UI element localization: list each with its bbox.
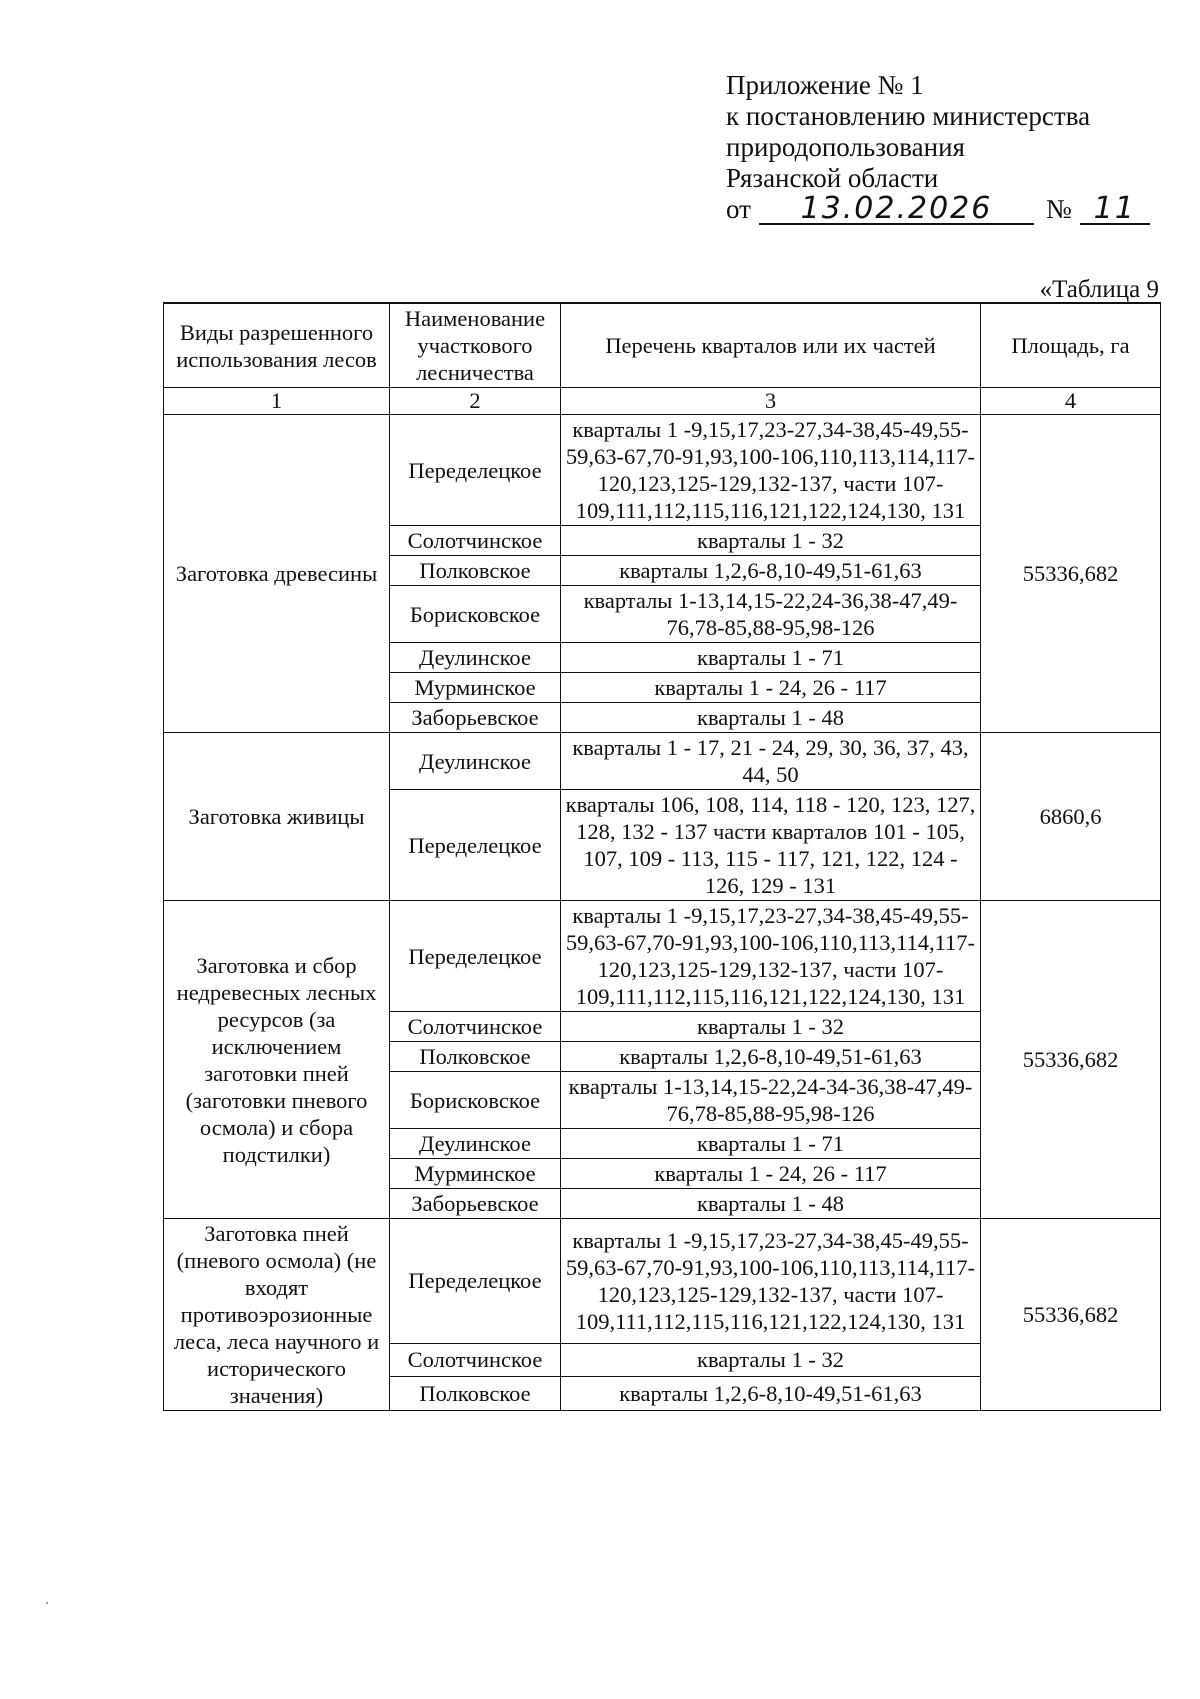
quarters-cell: кварталы 1 - 32: [561, 526, 981, 556]
forestry-cell: Борисковское: [390, 586, 561, 643]
number-label: №: [1045, 194, 1072, 224]
forestry-cell: Деулинское: [390, 733, 561, 790]
table-row: [164, 1219, 1161, 1344]
quarters-cell: кварталы 1 -9,15,17,23-27,34-38,45-49,55-59,63-67,70-91,93,100-106,110,113,114,117-120,123,125-129,132-137, части 107-109,111,112,115,116,121,122,124,130, 131: [561, 415, 981, 526]
header-quarters: Перечень кварталов или их частей: [561, 303, 981, 388]
area-cell: 55336,682: [981, 901, 1161, 1219]
area-cell: 55336,682: [981, 415, 1161, 733]
area-cell: 6860,6: [981, 733, 1161, 901]
forestry-cell: Борисковское: [390, 1072, 561, 1129]
forestry-cell: Переделецкое: [390, 790, 561, 901]
forestry-cell: Солотчинское: [390, 526, 561, 556]
forestry-cell: Солотчинское: [390, 1012, 561, 1042]
annex-title: Приложение № 1: [726, 70, 924, 100]
forestry-cell: Заборьевское: [390, 1189, 561, 1219]
table-row: [164, 733, 1161, 790]
forestry-cell: Переделецкое: [390, 901, 561, 1012]
handwritten-number: 11: [1080, 195, 1150, 225]
forestry-cell: Деулинское: [390, 1129, 561, 1159]
quarters-cell: кварталы 1-13,14,15-22,24-34-36,38-47,49-76,78-85,88-95,98-126: [561, 1072, 981, 1129]
quarters-cell: кварталы 1 - 71: [561, 1129, 981, 1159]
table-caption: «Таблица 9: [1039, 276, 1159, 303]
header-use-type: Виды разрешенного использования лесов: [164, 303, 390, 388]
use-type-cell: Заготовка древесины: [164, 415, 390, 733]
quarters-cell: кварталы 1,2,6-8,10-49,51-61,63: [561, 556, 981, 586]
forestry-cell: Переделецкое: [390, 415, 561, 526]
quarters-cell: кварталы 1 - 48: [561, 1189, 981, 1219]
forestry-cell: Заборьевское: [390, 703, 561, 733]
column-number-row: [164, 388, 1161, 415]
use-type-cell: Заготовка и сбор недревесных лесных ресурсов (за исключением заготовки пней (заготовки пневого осмола) и сбора подстилки): [164, 901, 390, 1219]
forestry-cell: Деулинское: [390, 643, 561, 673]
from-label: от: [726, 194, 751, 224]
forest-use-table: [163, 302, 1161, 1411]
table-row: [164, 901, 1161, 1012]
quarters-cell: кварталы 1 - 32: [561, 1012, 981, 1042]
annex-line-resolution: к постановлению министерства: [726, 101, 1091, 131]
annex-date-number-line: [726, 191, 1150, 226]
table-header-row: [164, 303, 1161, 388]
quarters-cell: кварталы 1 -9,15,17,23-27,34-38,45-49,55-59,63-67,70-91,93,100-106,110,113,114,117-120,123,125-129,132-137, части 107-109,111,112,115,116,121,122,124,130, 131: [561, 1219, 981, 1344]
area-cell: 55336,682: [981, 1219, 1161, 1411]
column-number: 1: [164, 388, 390, 415]
forestry-cell: Мурминское: [390, 1159, 561, 1189]
use-type-cell: Заготовка живицы: [164, 733, 390, 901]
forestry-cell: Полковское: [390, 1042, 561, 1072]
quarters-cell: кварталы 1 - 17, 21 - 24, 29, 30, 36, 37, 43, 44, 50: [561, 733, 981, 790]
handwritten-date: 13.02.2026: [759, 195, 1034, 225]
quarters-cell: кварталы 1,2,6-8,10-49,51-61,63: [561, 1377, 981, 1411]
quarters-cell: кварталы 1 - 71: [561, 643, 981, 673]
quarters-cell: кварталы 1 - 24, 26 - 117: [561, 1159, 981, 1189]
annex-line-region: Рязанской области: [726, 163, 939, 193]
forestry-cell: Полковское: [390, 1377, 561, 1411]
forestry-cell: Солотчинское: [390, 1343, 561, 1377]
column-number: 4: [981, 388, 1161, 415]
quarters-cell: кварталы 1 - 24, 26 - 117: [561, 673, 981, 703]
quarters-cell: кварталы 1-13,14,15-22,24-36,38-47,49-76,78-85,88-95,98-126: [561, 586, 981, 643]
forestry-cell: Мурминское: [390, 673, 561, 703]
quarters-cell: кварталы 1 -9,15,17,23-27,34-38,45-49,55-59,63-67,70-91,93,100-106,110,113,114,117-120,123,125-129,132-137, части 107-109,111,112,115,116,121,122,124,130, 131: [561, 901, 981, 1012]
column-number: 2: [390, 388, 561, 415]
annex-block: [726, 70, 1150, 225]
forestry-cell: Переделецкое: [390, 1219, 561, 1344]
quarters-cell: кварталы 1 - 32: [561, 1343, 981, 1377]
header-area: Площадь, га: [981, 303, 1161, 388]
quarters-cell: кварталы 106, 108, 114, 118 - 120, 123, 127, 128, 132 - 137 части кварталов 101 - 105, 107, 109 - 113, 115 - 117, 121, 122, 124 - 126, 129 - 131: [561, 790, 981, 901]
annex-line-ministry: природопользования: [726, 132, 965, 162]
scan-speck: [46, 1602, 48, 1604]
table-row: [164, 415, 1161, 526]
header-forestry: Наименование участкового лесничества: [390, 303, 561, 388]
forestry-cell: Полковское: [390, 556, 561, 586]
quarters-cell: кварталы 1 - 48: [561, 703, 981, 733]
use-type-cell: Заготовка пней (пневого осмола) (не входят противоэрозионные леса, леса научного и исторического значения): [164, 1219, 390, 1411]
quarters-cell: кварталы 1,2,6-8,10-49,51-61,63: [561, 1042, 981, 1072]
column-number: 3: [561, 388, 981, 415]
